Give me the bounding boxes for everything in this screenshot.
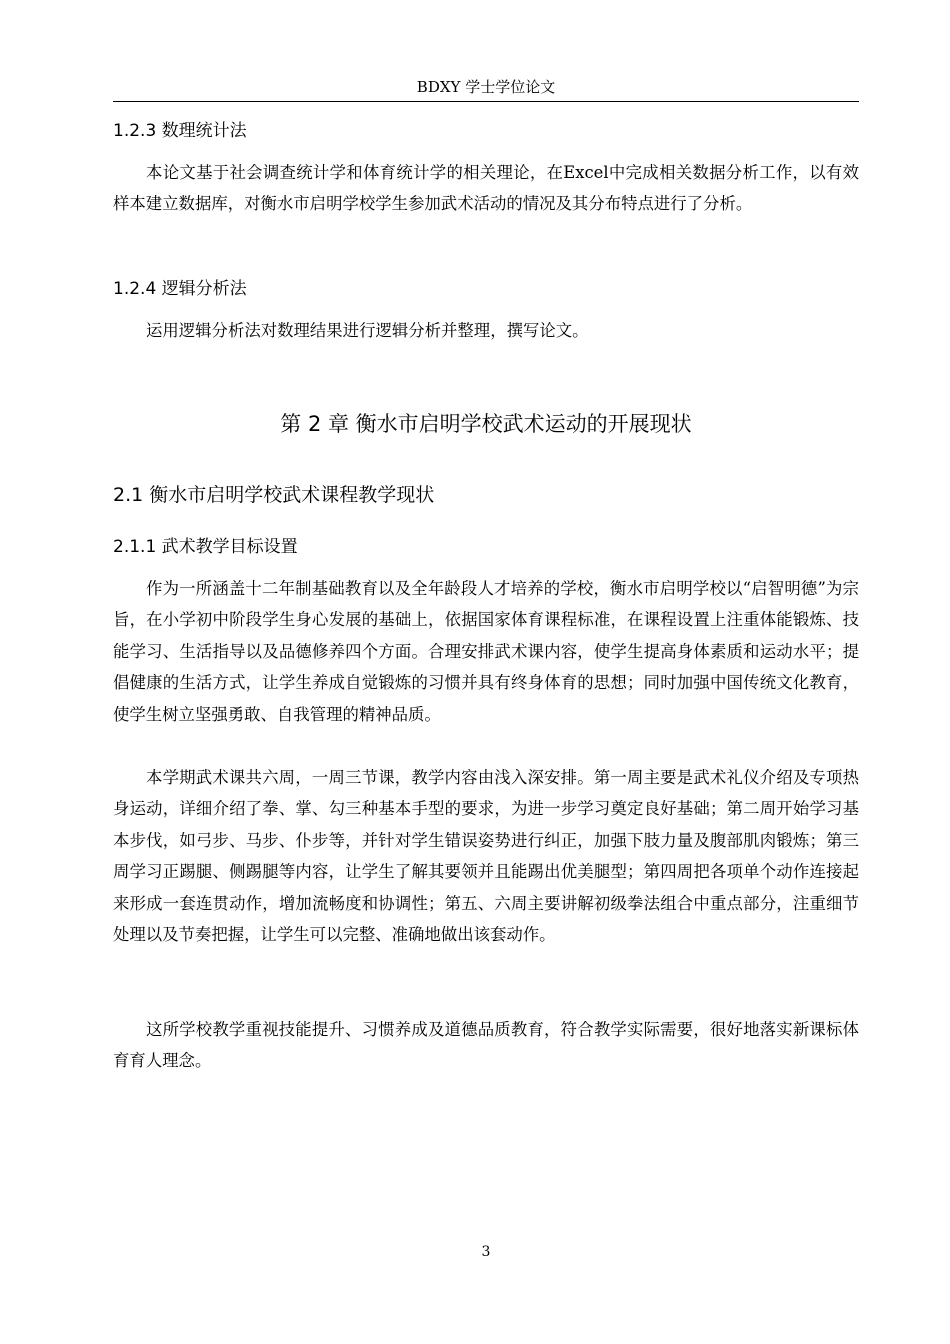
paragraph-1-2-3: 本论文基于社会调查统计学和体育统计学的相关理论，在Excel中完成相关数据分析工作，以有效样本建立数据库，对衡水市启明学校学生参加武术活动的情况及其分布特点进行了分析。 bbox=[113, 163, 859, 214]
paragraph-2-1-1-a: 作为一所涵盖十二年制基础教育以及全年龄段人才培养的学校，衡水市启明学校以“启智明德”为宗旨，在小学初中阶段学生身心发展的基础上，依据国家体育课程标准，在课程设置上注重体能锻炼、技能学习、生活指导以及品德修养四个方面。合理安排武术课内容，使学生提高身体素质和运动水平；提倡健康的生活方式，让学生养成自觉锻炼的习惯并具有终身体育的思想；同时加强中国传统文化教育，使学生树立坚强勇敢、自我管理的精神品质。 bbox=[113, 579, 859, 724]
paragraph-2-1-1-b: 本学期武术课共六周，一周三节课，教学内容由浅入深安排。第一周主要是武术礼仪介绍及专项热身运动，详细介绍了拳、掌、勾三种基本手型的要求，为进一步学习奠定良好基础；第二周开始学习基本步伐，如弓步、马步、仆步等，并针对学生错误姿势进行纠正，加强下肢力量及腹部肌肉锻炼；第三周学习正踢腿、侧踢腿等内容，让学生了解其要领并且能踢出优美腿型；第四周把各项单个动作连接起来形成一套连贯动作，增加流畅度和协调性；第五、六周主要讲解初级拳法组合中重点部分，注重细节处理以及节奏把握，让学生可以完整、准确地做出该套动作。 bbox=[113, 768, 859, 945]
page-number: 3 bbox=[481, 1244, 491, 1260]
paragraph-2-1-1-c: 这所学校教学重视技能提升、习惯养成及道德品质教育，符合教学实际需要，很好地落实新课标体育育人理念。 bbox=[113, 1020, 859, 1071]
chapter-title: 第 2 章 衡水市启明学校武术运动的开展现状 bbox=[280, 412, 692, 436]
paragraph-1-2-4: 运用逻辑分析法对数理结果进行逻辑分析并整理，撰写论文。 bbox=[146, 321, 589, 340]
section-heading-2-1-1: 2.1.1 武术教学目标设置 bbox=[113, 537, 298, 557]
section-heading-2-1: 2.1 衡水市启明学校武术课程教学现状 bbox=[113, 484, 435, 506]
section-heading-1-2-4: 1.2.4 逻辑分析法 bbox=[113, 279, 247, 299]
header-rule bbox=[113, 101, 859, 102]
section-heading-1-2-3: 1.2.3 数理统计法 bbox=[113, 121, 247, 141]
running-header: BDXY 学士学位论文 bbox=[416, 78, 556, 96]
